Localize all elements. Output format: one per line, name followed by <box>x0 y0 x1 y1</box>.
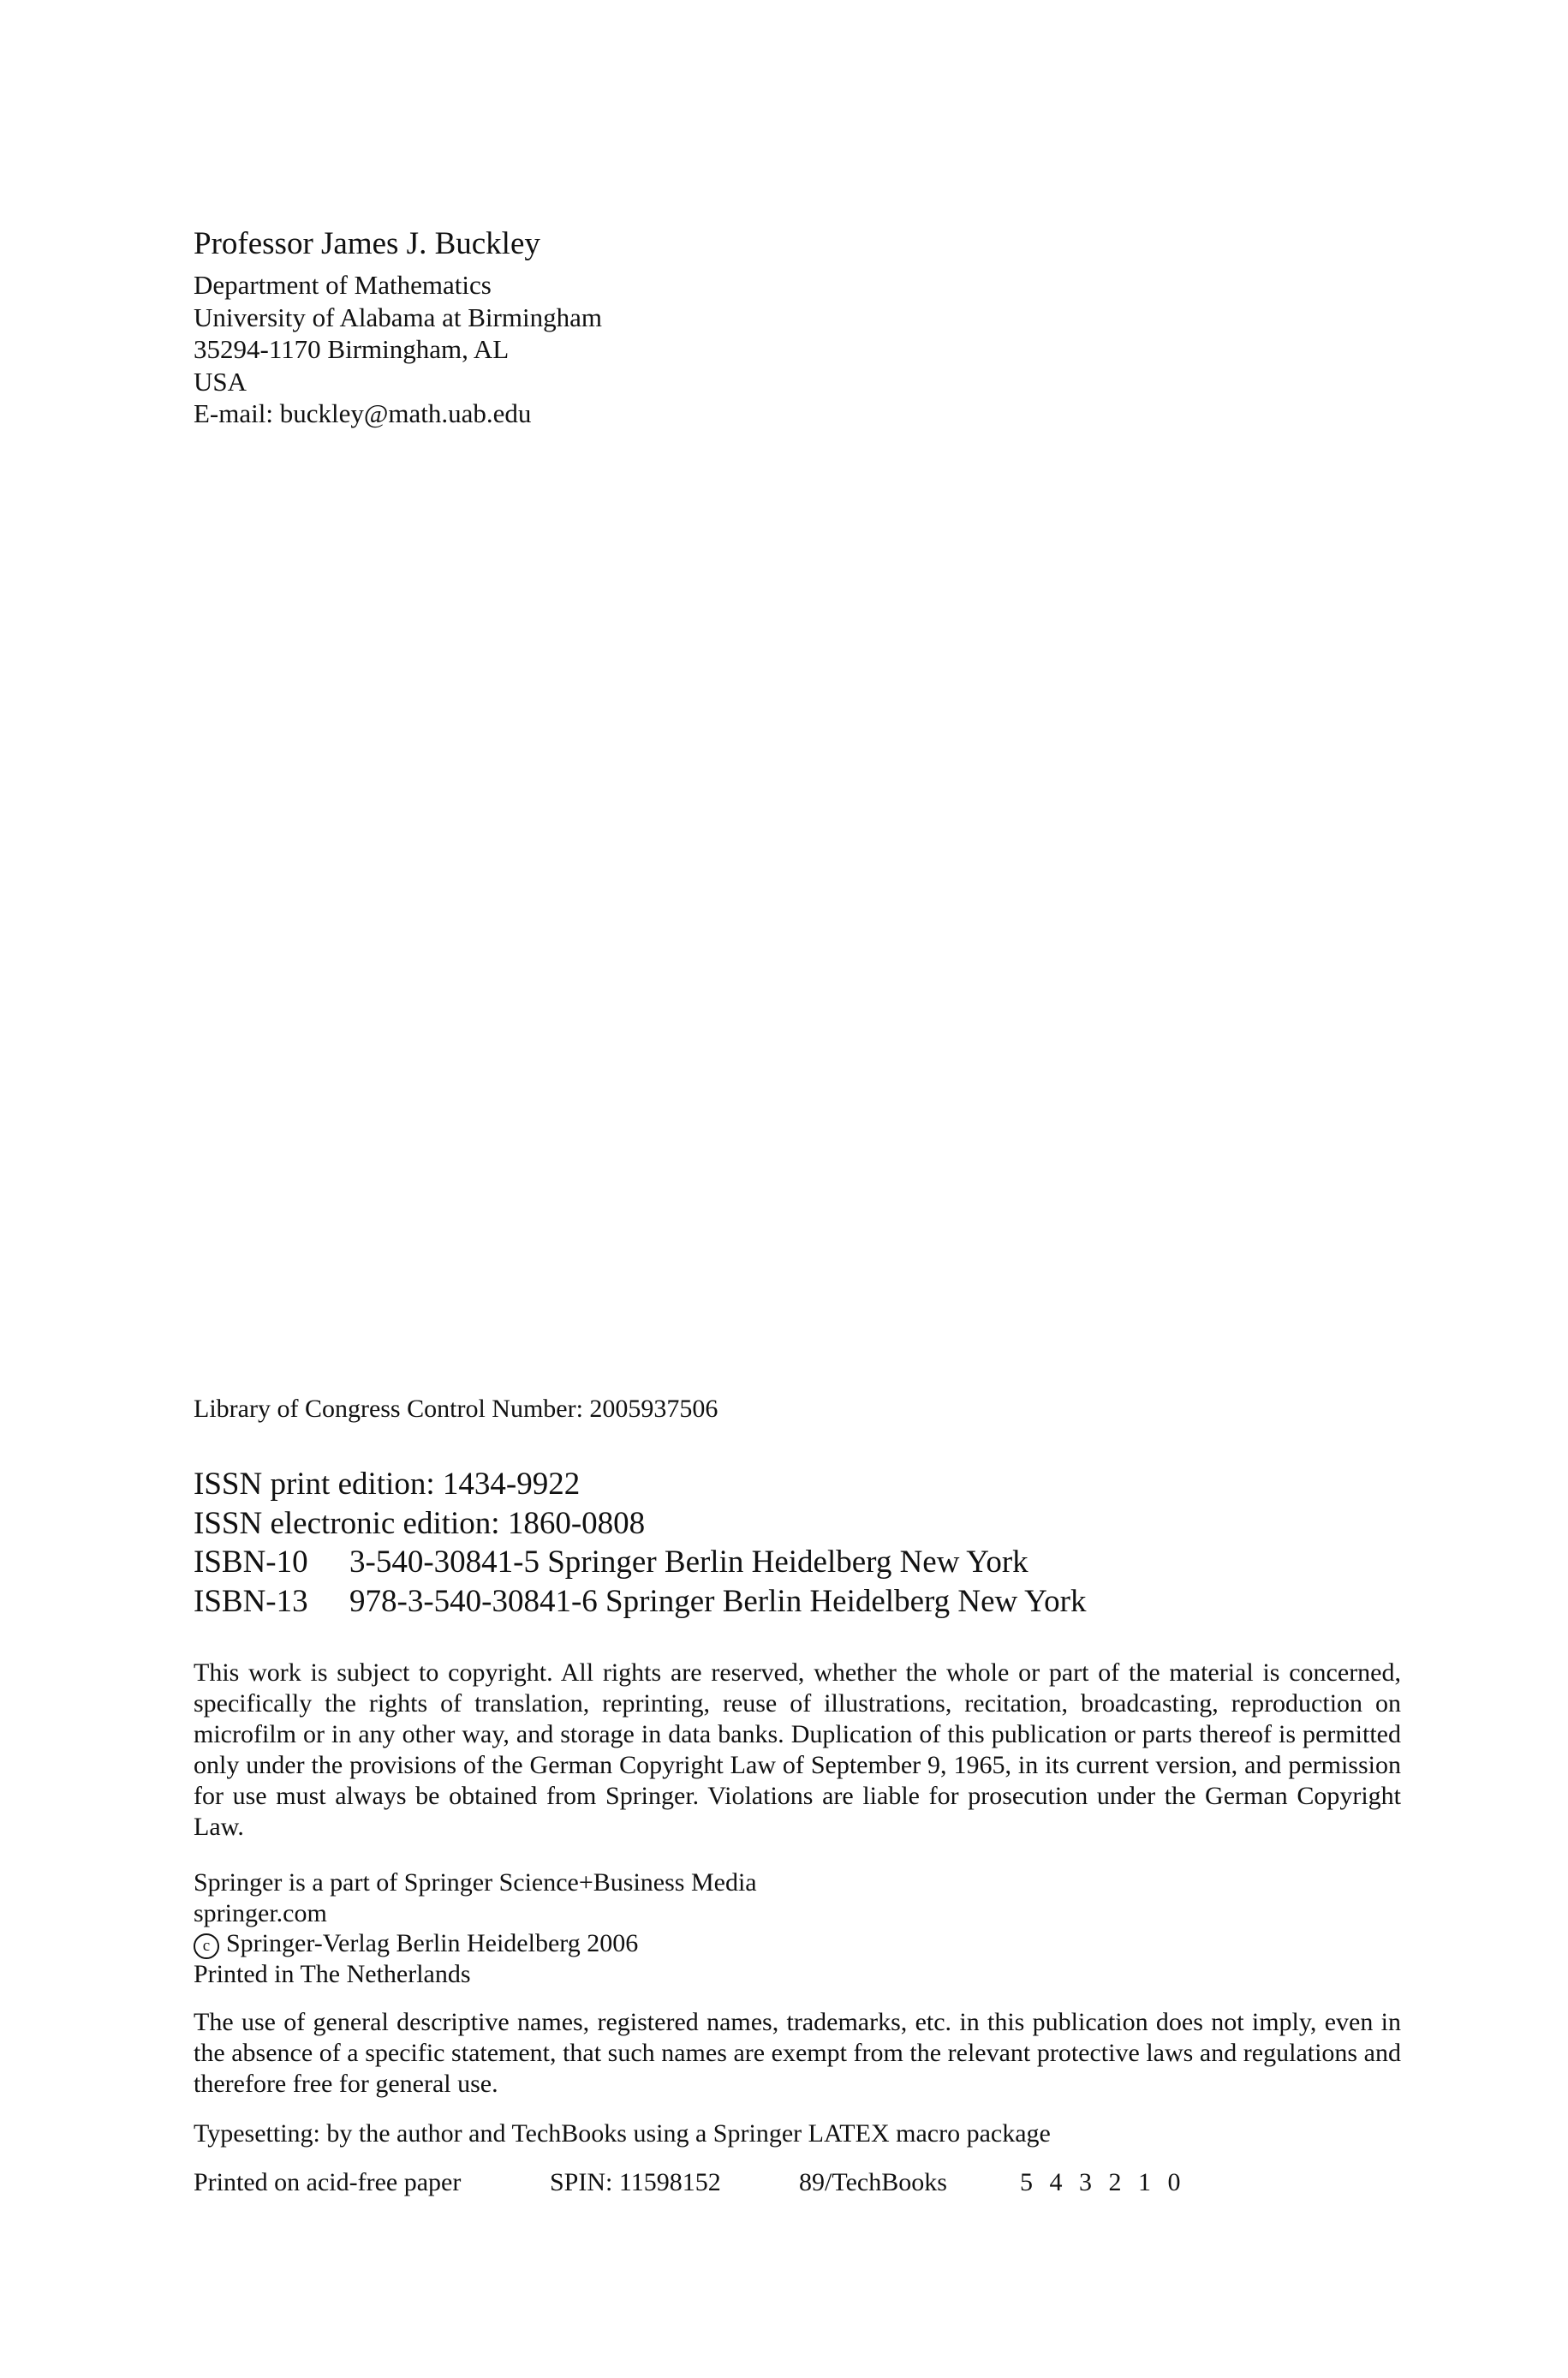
identifiers-block <box>194 1465 1086 1621</box>
author-name: Professor James J. Buckley <box>194 226 540 261</box>
address-city: 35294-1170 Birmingham, AL <box>194 334 510 364</box>
issn-print-line: ISSN print edition: 1434-9922 <box>194 1467 581 1502</box>
isbn10-label: ISBN-10 <box>194 1545 308 1580</box>
printing-info-block <box>194 2167 1186 2198</box>
address-country: USA <box>194 366 247 397</box>
address-department: Department of Mathematics <box>194 270 492 300</box>
issn-electronic-line: ISSN electronic edition: 1860-0808 <box>194 1505 646 1541</box>
isbn13-value: 978-3-540-30841-6 Springer Berlin Heidelberg New York <box>349 1583 1087 1619</box>
typesetting-prefix: Typesetting: by the author and TechBooks using a Springer <box>194 2119 808 2148</box>
library-control-number: Library of Congress Control Number: 2005937506 <box>194 1395 718 1423</box>
publisher-copyright-text: Springer-Verlag Berlin Heidelberg 2006 <box>226 1929 639 1957</box>
publisher-line-1: Springer is a part of Springer Science+Business Media <box>194 1868 757 1897</box>
acid-free-paper-note: Printed on acid-free paper <box>194 2168 462 2196</box>
trademark-notice: The use of general descriptive names, registered names, trademarks, etc. in this publication does not imply, even in the absence of a specific statement, that such names are exempt from the relevant protective laws and regulations and therefore free for general use. <box>194 2008 1401 2098</box>
spin-number: SPIN: 11598152 <box>550 2168 721 2196</box>
printing-info-line <box>194 2167 1186 2198</box>
address-university: University of Alabama at Birmingham <box>194 302 602 332</box>
author-block <box>194 224 602 430</box>
typesetting-suffix: macro package <box>889 2119 1051 2148</box>
latex-logo: LATEX <box>808 2119 890 2148</box>
isbn13-label: ISBN-13 <box>194 1583 308 1619</box>
publisher-website: springer.com <box>194 1898 327 1927</box>
isbn10-line <box>194 1543 1086 1582</box>
typesetting-block <box>194 2118 1051 2149</box>
publisher-copyright-line <box>194 1928 757 1959</box>
publisher-block <box>194 1867 757 1990</box>
printed-in-line: Printed in The Netherlands <box>194 1960 471 1988</box>
isbn13-line <box>194 1582 1086 1622</box>
copyright-icon: c <box>194 1933 219 1959</box>
techbooks-code: 89/TechBooks <box>799 2168 947 2196</box>
copyright-notice-block <box>194 1658 1401 1843</box>
library-of-congress-block <box>194 1394 718 1425</box>
trademark-notice-block <box>194 2007 1401 2100</box>
printing-sequence: 5 4 3 2 1 0 <box>1020 2168 1186 2196</box>
typesetting-line <box>194 2118 1051 2149</box>
address-email: E-mail: buckley@math.uab.edu <box>194 398 532 428</box>
copyright-notice: This work is subject to copyright. All rights are reserved, whether the whole or part of the material is concerned, specifically the rights of translation, reprinting, reuse of illustrations, recitation, broadcasting, reproduction on microfilm or in any other way, and storage in data banks. Duplication of this publication or parts thereof is permitted only under the provisions of the German Copyright Law of September 9, 1965, in its current version, and permission for use must always be obtained from Springer. Violations are liable for prosecution under the German Copyright Law. <box>194 1658 1401 1841</box>
isbn10-value: 3-540-30841-5 Springer Berlin Heidelberg New York <box>349 1545 1028 1580</box>
